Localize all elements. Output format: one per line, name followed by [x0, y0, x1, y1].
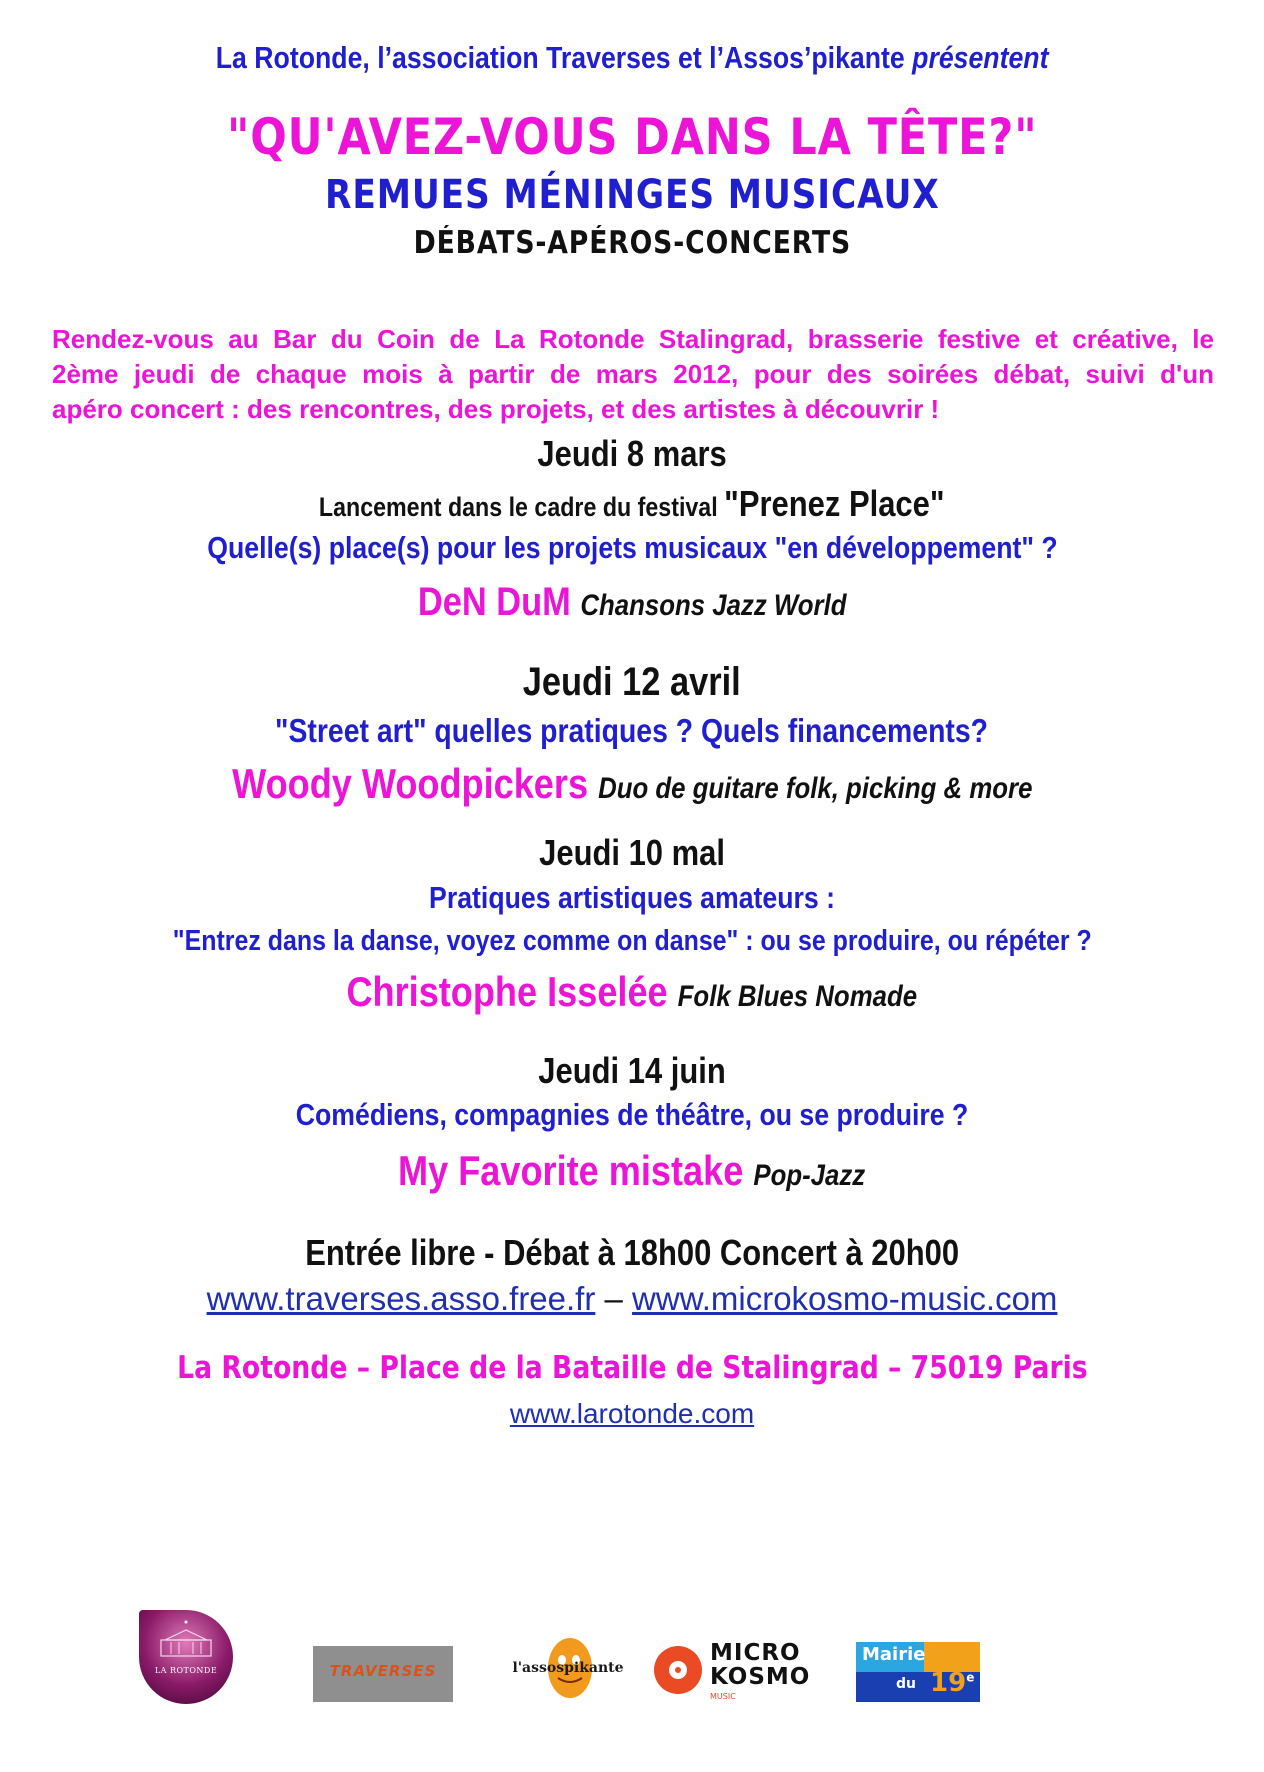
microkosmo-link[interactable]: www.microkosmo-music.com	[632, 1280, 1058, 1317]
event-date-text: Jeudi 12 avril	[522, 660, 741, 704]
event-artist: My Favorite mistake	[398, 1147, 744, 1194]
links-separator: –	[604, 1280, 623, 1317]
event-genre: Pop-Jazz	[753, 1159, 866, 1192]
event-topic	[0, 712, 1264, 750]
intro-paragraph	[52, 322, 1214, 427]
assospikante-logo-text: l'assospikante	[512, 1660, 624, 1676]
traverses-logo	[313, 1646, 453, 1702]
larotonde-link[interactable]: www.larotonde.com	[509, 1398, 755, 1429]
mairie-logo-line2: du	[896, 1676, 916, 1692]
event-pre-note-text: Lancement dans le cadre du festival	[319, 492, 718, 522]
la-rotonde-logo-text: LA ROTONDE	[154, 1666, 218, 1675]
event-topic-secondary	[0, 925, 1264, 958]
poster-title	[0, 108, 1264, 166]
event-date-text: Jeudi 10 mal	[539, 832, 725, 873]
microkosmo-logo-line1: MICRO	[710, 1640, 801, 1666]
presenters-line	[0, 40, 1264, 76]
la-rotonde-logo	[139, 1610, 233, 1704]
event-topic-text: Pratiques artistiques amateurs :	[429, 880, 835, 915]
poster-tagline-text: DÉBATS-APÉROS-CONCERTS	[413, 225, 851, 261]
event-date	[0, 660, 1264, 705]
event-topic-text: Comédiens, compagnies de théâtre, ou se produire ?	[295, 1097, 969, 1132]
event-genre: Duo de guitare folk, picking & more	[597, 772, 1033, 805]
traverses-link[interactable]: www.traverses.asso.free.fr	[206, 1280, 596, 1317]
event-topic-text: Quelle(s) place(s) pour les projets musicaux "en développement" ?	[206, 530, 1058, 565]
entry-info	[0, 1232, 1264, 1274]
assospikante-logo	[498, 1632, 638, 1706]
event-topic	[0, 1097, 1264, 1133]
event-artist: Woody Woodpickers	[231, 760, 588, 807]
links-line	[0, 1280, 1264, 1318]
event-date	[0, 1050, 1264, 1092]
microkosmo-logo-line2: KOSMO	[710, 1664, 811, 1690]
event-topic	[0, 880, 1264, 916]
intro-line: 2ème jeudi de chaque mois à partir de mars 2012, pour des soirées débat, suivi d'un	[52, 359, 1214, 389]
poster-tagline	[0, 225, 1264, 261]
event-pre-note	[0, 483, 1264, 525]
event-artist-line	[0, 968, 1264, 1016]
mairie-logo-number	[930, 1668, 974, 1698]
intro-line: apéro concert : des rencontres, des projets, et des artistes à découvrir !	[52, 394, 940, 424]
vinyl-record-icon	[652, 1644, 704, 1696]
poster-subtitle	[0, 172, 1264, 218]
poster-subtitle-text: REMUES MÉNINGES MUSICAUX	[324, 172, 940, 218]
mairie-19e-logo	[856, 1642, 980, 1702]
event-date	[0, 433, 1264, 475]
event-artist: Christophe Isselée	[346, 968, 668, 1015]
event-topic2-text: "Entrez dans la danse, voyez comme on danse" : ou se produire, ou répéter ?	[172, 925, 1092, 957]
presenters-text: La Rotonde, l’association Traverses et l’Assos’pikante	[215, 40, 905, 75]
event-date-text: Jeudi 14 juin	[538, 1050, 726, 1091]
mairie-logo-num-text: 19	[930, 1668, 967, 1698]
larotonde-link-line	[0, 1398, 1264, 1430]
poster-title-text: "QU'AVEZ-VOUS DANS LA TÊTE?"	[226, 108, 1038, 166]
event-date	[0, 832, 1264, 874]
mairie-logo-line1: Mairie	[862, 1644, 926, 1665]
event-genre: Chansons Jazz World	[580, 589, 847, 622]
entry-info-text: Entrée libre - Débat à 18h00 Concert à 20h00	[305, 1232, 959, 1273]
event-pre-note-highlight: "Prenez Place"	[724, 483, 945, 524]
presenters-suffix: présentent	[912, 40, 1049, 75]
event-artist-line	[0, 760, 1264, 808]
event-artist-line	[0, 580, 1264, 625]
event-date-text: Jeudi 8 mars	[537, 433, 727, 474]
intro-line: Rendez-vous au Bar du Coin de La Rotonde Stalingrad, brasserie festive et créative, le	[52, 324, 1214, 354]
event-genre: Folk Blues Nomade	[677, 980, 918, 1013]
mairie-logo-sup: e	[966, 1670, 975, 1685]
venue-address	[0, 1350, 1264, 1386]
venue-address-text: La Rotonde – Place de la Bataille de Stalingrad – 75019 Paris	[176, 1350, 1088, 1386]
event-artist-line	[0, 1147, 1264, 1195]
microkosmo-logo-sub: MUSIC	[710, 1692, 736, 1701]
traverses-logo-text: TRAVERSES	[329, 1662, 437, 1680]
event-topic	[0, 530, 1264, 566]
partner-logos	[0, 1622, 1264, 1742]
microkosmo-logo	[652, 1640, 822, 1710]
event-topic-text: "Street art" quelles pratiques ? Quels financements?	[275, 712, 989, 749]
event-artist: DeN DuM	[417, 580, 571, 624]
